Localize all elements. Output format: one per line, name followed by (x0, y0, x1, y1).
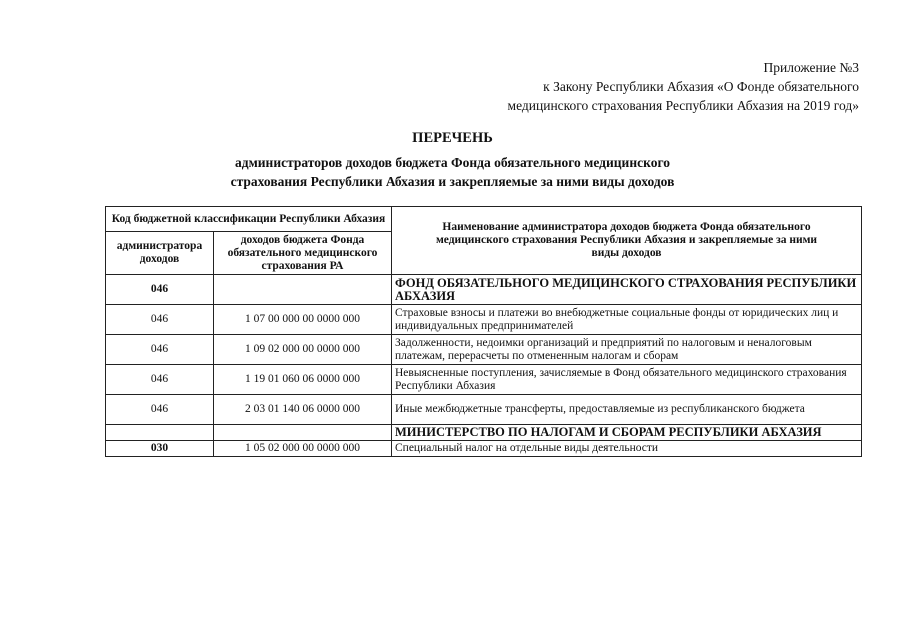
revenue-administrators-table (105, 206, 862, 457)
administrator-name-cell: МИНИСТЕРСТВО ПО НАЛОГАМ И СБОРАМ РЕСПУБЛИКИ АБХАЗИЯ (392, 425, 862, 441)
kbk-code-cell (214, 425, 392, 441)
appendix-law-line-2: медицинского страхования Республики Абхазия на 2019 год» (507, 98, 859, 113)
table-row (106, 275, 862, 305)
document-subtitle (0, 153, 905, 191)
appendix-law-line-1: к Закону Республики Абхазия «О Фонде обязательного (543, 79, 859, 94)
income-name-cell: Невыясненные поступления, зачисляемые в Фонд обязательного медицинского страхования Республики Абхазия (392, 365, 862, 395)
appendix-header (508, 58, 859, 115)
subtitle-line-1: администраторов доходов бюджета Фонда обязательного медицинского (235, 155, 670, 170)
income-column-header: доходов бюджета Фонда обязательного медицинского страхования РА (214, 232, 392, 275)
kbk-group-header: Код бюджетной классификации Республики Абхазия (106, 207, 392, 232)
document-title: ПЕРЕЧЕНЬ (412, 130, 493, 146)
table-row (106, 395, 862, 425)
kbk-code-cell (214, 275, 392, 305)
kbk-code-cell: 1 09 02 000 00 0000 000 (214, 335, 392, 365)
table-row (106, 441, 862, 457)
kbk-code-cell: 1 19 01 060 06 0000 000 (214, 365, 392, 395)
income-name-cell: Задолженности, недоимки организаций и предприятий по налоговым и неналоговым платежам, перерасчеты по отмененным налогам и сборам (392, 335, 862, 365)
table-row (106, 425, 862, 441)
admin-code-cell: 046 (106, 365, 214, 395)
kbk-code-cell: 2 03 01 140 06 0000 000 (214, 395, 392, 425)
admin-code-cell (106, 425, 214, 441)
admin-code-cell: 046 (106, 335, 214, 365)
table-row (106, 335, 862, 365)
subtitle-line-2: страхования Республики Абхазия и закрепляемые за ними виды доходов (230, 174, 675, 189)
table-row (106, 365, 862, 395)
income-name-cell: Специальный налог на отдельные виды деятельности (392, 441, 862, 457)
admin-code-cell: 046 (106, 395, 214, 425)
administrator-name-cell: ФОНД ОБЯЗАТЕЛЬНОГО МЕДИЦИНСКОГО СТРАХОВАНИЯ РЕСПУБЛИКИ АБХАЗИЯ (392, 275, 862, 305)
admin-code-cell: 046 (106, 305, 214, 335)
appendix-number: Приложение №3 (763, 60, 859, 75)
name-column-header: Наименование администратора доходов бюджета Фонда обязательного медицинского страхования Республики Абхазия и закрепляемые за ними виды доходов (392, 207, 862, 275)
table-row (106, 305, 862, 335)
income-name-cell: Иные межбюджетные трансферты, предоставляемые из республиканского бюджета (392, 395, 862, 425)
admin-code-cell: 046 (106, 275, 214, 305)
kbk-code-cell: 1 07 00 000 00 0000 000 (214, 305, 392, 335)
table-header-row-1 (106, 207, 862, 232)
kbk-code-cell: 1 05 02 000 00 0000 000 (214, 441, 392, 457)
income-name-cell: Страховые взносы и платежи во внебюджетные социальные фонды от юридических лиц и индивидуальных предпринимателей (392, 305, 862, 335)
admin-code-cell: 030 (106, 441, 214, 457)
admin-column-header: администратора доходов (106, 232, 214, 275)
